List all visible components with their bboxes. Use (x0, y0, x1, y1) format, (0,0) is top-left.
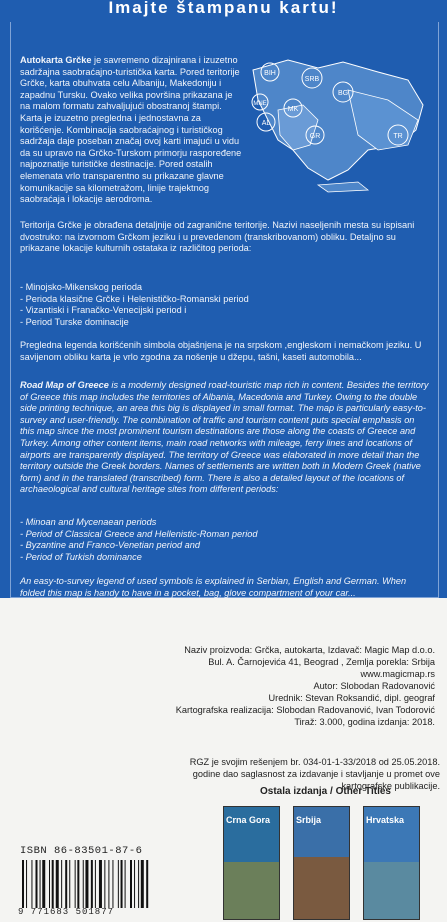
imprint-line: Autor: Slobodan Radovanović (313, 681, 435, 691)
imprint-list (135, 644, 435, 728)
map-label-srb: SRB (304, 76, 320, 83)
imprint-line: Tiraž: 3.000, godina izdanja: 2018. (294, 717, 435, 727)
list-item: - Period of Classical Greece and Hellenistic-Roman period (20, 528, 258, 539)
imprint-panel (0, 598, 447, 922)
other-titles-heading: Ostala izdanja / Other Titles (260, 786, 391, 797)
list-item: - Period of Turkish dominance (20, 551, 142, 562)
cover-hrvatska[interactable] (363, 806, 420, 920)
list-item: - Minoan and Mycenaean periods (20, 517, 157, 527)
region-map (248, 50, 426, 200)
cover-title: Crna Gora (226, 815, 271, 825)
serbian-para-2: Teritorija Grčke je obrađena detaljnije od zagranične teritorije. Nazivi naseljenih mesta su ispisani dvostruko: na izvornom Grčkom jeziku i u prevedenom (transkribovanom) obliku. Detaljno su prikazane lokacije kulturnih ostataka iz različitog perioda: (20, 220, 415, 254)
list-item: - Period Turske dominacije (20, 316, 129, 327)
intro-lead: Autokarta Grčke (20, 55, 92, 65)
map-label-bih: BIH (264, 70, 276, 77)
cover-title: Srbija (296, 815, 322, 825)
map-label-mne: MNE (253, 101, 267, 107)
barcode-number: 9 771683 501877 (18, 907, 115, 917)
english-para-1 (20, 380, 430, 496)
list-item: - Vizantiski i Franačko-Venecijski period i (20, 305, 187, 316)
approval-note: RGZ je svojim rešenjem br. 034-01-1-33/2018 od 25.05.2018. godine dao saglasnost za izdavanje i stavljanje u promet ove kartografske publikacije. (189, 757, 440, 791)
banner-title: Imajte štampanu kartu! (108, 0, 339, 17)
barcode (18, 860, 188, 908)
imprint-line: www.magicmap.rs (360, 669, 435, 679)
english-para-3: An easy-to-survey legend of used symbols is explained in Serbian, English and German. When folded this map is handy to have in a pocket, bag, glove compartment of your car... (20, 576, 407, 598)
list-item: - Minojsko-Mikenskog perioda (20, 282, 143, 292)
imprint-line: Urednik: Stevan Roksandić, dipl. geograf (268, 693, 435, 703)
map-label-gr: GR (309, 133, 321, 140)
serbian-intro (20, 55, 242, 206)
english-periods-list (20, 517, 420, 563)
serbian-para-3: Pregledna legenda korišćenih simbola objašnjena je na srpskom ,engleskom i nemačkom jeziku. U savijenom obliku karta je vrlo zgodna za nošenje u džepu, tašni, kaseti automobila... (20, 340, 422, 362)
map-label-tr: TR (393, 133, 403, 140)
imprint-line: Naziv proizvoda: Grčka, autokarta, Izdavač: Magic Map d.o.o. (184, 645, 435, 655)
imprint-line: Bul. A. Čarnojevića 41, Beograd , Zemlja porekla: Srbija (208, 657, 435, 667)
intro-text: je savremeno dizajnirana i izuzetno sadržajna saobraćajno-turistička karta. Pored teritorije Grčke, karta obuhvata celu Albaniju, Makedoniju i zapadnu Tursku. Ovako velika površina prikazana je na malom formatu zahvaljujući obostranoj štampi. Karta je izuzetno pregledna i jednostavna za korišćenje. Kombinacija saobraćajnog i turističkog sadržaja daje poseban značaj ovoj karti imajući u vidu da su upravo na Grčko-Turskom primorju raspoređene najpoznatije turističke destinacije. Pored ostalih elemenata vrlo transparentno su prikazane glavne komunikacije sa kilometražom, linije trajektnog saobraćaja i lokacije aerodroma. (20, 55, 242, 205)
english-lead: Road Map of Greece (20, 380, 109, 390)
list-item: - Byzantine and Franco-Venetian period and (20, 540, 200, 551)
map-label-mk: MK (287, 106, 299, 113)
map-label-bg: BG (337, 90, 349, 97)
cover-crna-gora[interactable] (223, 806, 280, 920)
cover-srbija[interactable] (293, 806, 350, 920)
imprint-line: Kartografska realizacija: Slobodan Radovanović, Ivan Todorović (175, 705, 435, 715)
map-label-al: AL (261, 120, 271, 127)
english-text: is a modernly designed road-touristic map rich in content. Besides the territory of Greece this map includes the territories of Albania, Macedonia and Turkey. Owing to the double side printing technique, an area this big is displayed in small format. The map is particularly easy-to-survey and user-friendly. The combination of traffic and tourism content puts special emphasis on this map since the most prominent tourism destinations are those along the coasts of Greece and Turkey. Among other content items, main road networks with mileage, ferry lines and locations of airports are transparently displayed. The territory of Greece was elaborated in more detail than the territory outside the Greek borders. Names of settlements are written both in Modern Greek (native form) and in the translated (transcribed) form. There is also a detailed layout of the locations of archaeological and cultural heritage sites from different periods: (20, 380, 429, 495)
list-item: - Perioda klasične Grčke i Helenističko-Romanski period (20, 293, 249, 304)
serbian-periods-list (20, 282, 420, 328)
isbn-text: ISBN 86-83501-87-6 (20, 845, 143, 857)
cover-title: Hrvatska (366, 815, 405, 825)
